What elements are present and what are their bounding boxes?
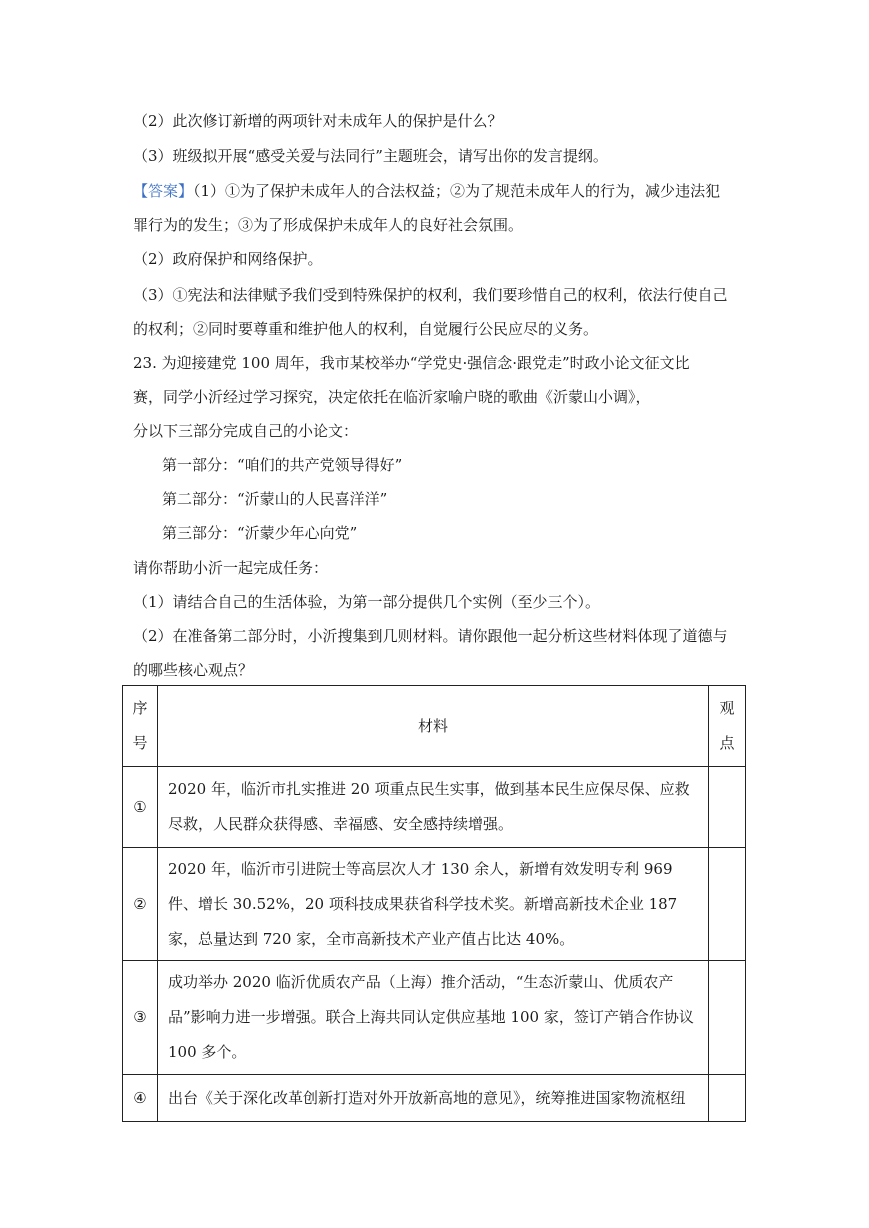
question-23-line-a: 23. 为迎接建党 100 周年，我市某校举办“学党史·强信念·跟党走”时政小论文征文比: [133, 354, 690, 372]
header-obs-char-2: 点: [719, 734, 735, 752]
part-three-line: 第三部分：“沂蒙少年心向党”: [162, 524, 358, 542]
question-23-line-c: 分以下三部分完成自己的小论文：: [133, 422, 359, 440]
answer-1-line-a: [133, 181, 720, 201]
row-material-cell: [158, 961, 709, 1075]
header-obs-cell: [709, 686, 746, 767]
row-seq-cell: ②: [123, 848, 158, 961]
row-material-text: 2020 年，临沂市扎实推进 20 项重点民生实事，做到基本民生应保尽保、应救尽救，人民群众获得感、幸福感、安全感持续增强。: [168, 780, 690, 833]
row-obs-cell: [709, 1075, 746, 1122]
answer-3-line-b: 的权利；②同时要尊重和维护他人的权利，自觉履行公民应尽的义务。: [133, 320, 599, 338]
answer-1-text: （1）①为了保护未成年人的合法权益；②为了规范未成年人的行为，减少违法犯: [193, 182, 721, 200]
table-header-row: [123, 686, 746, 767]
header-seq-char-2: 号: [132, 734, 148, 752]
task-2-line-b: 的哪些核心观点？: [133, 661, 254, 679]
task-intro-line: 请你帮助小沂一起完成任务：: [133, 559, 329, 577]
answer-1-line-b: 罪行为的发生；③为了形成保护未成年人的良好社会氛围。: [133, 216, 524, 234]
header-obs-char-1: 观: [719, 699, 735, 717]
answer-3-line-a: （3）①宪法和法律赋予我们受到特殊保护的权利，我们要珍惜自己的权利，依法行使自己: [133, 286, 728, 304]
row-material-text: 成功举办 2020 临沂优质农产品（上海）推介活动，“生态沂蒙山、优质农产品”影响力进一步增强。联合上海共同认定供应基地 100 家，签订产销合作协议 100 多个。: [168, 973, 694, 1061]
row-material-text: 出台《关于深化改革创新打造对外开放新高地的意见》，统筹推进国家物流枢纽: [168, 1088, 686, 1107]
table-row: [123, 848, 746, 961]
header-material-cell: 材料: [158, 686, 709, 767]
table-row: [123, 1075, 746, 1122]
part-two-line: 第二部分：“沂蒙山的人民喜洋洋”: [162, 490, 388, 508]
materials-table: [122, 685, 746, 1122]
table-row: [123, 767, 746, 848]
answer-label: 【答案】: [133, 182, 194, 200]
task-1-line: （1）请结合自己的生活体验，为第一部分提供几个实例（至少三个）。: [133, 593, 601, 611]
row-material-cell: [158, 1075, 709, 1122]
row-material-cell: [158, 767, 709, 848]
question-2-line: （2）此次修订新增的两项针对未成年人的保护是什么？: [133, 112, 503, 130]
row-material-text: 2020 年，临沂市引进院士等高层次人才 130 余人，新增有效发明专利 969 件、增长 30.52%，20 项科技成果获省科学技术奖。新增高新技术企业 187 家，总量达到 720 家，全市高新技术产业产值占比达 40%。: [168, 859, 678, 948]
row-material-cell: [158, 848, 709, 961]
question-3-line: （3）班级拟开展“感受关爱与法同行”主题班会，请写出你的发言提纲。: [133, 147, 608, 165]
header-seq-cell: [123, 686, 158, 767]
row-obs-cell: [709, 961, 746, 1075]
row-seq-cell: ①: [123, 767, 158, 848]
row-obs-cell: [709, 767, 746, 848]
row-obs-cell: [709, 848, 746, 961]
row-seq-cell: ④: [123, 1075, 158, 1122]
answer-2-line: （2）政府保护和网络保护。: [133, 250, 323, 268]
question-23-line-b: 赛，同学小沂经过学习探究，决定依托在临沂家喻户晓的歌曲《沂蒙山小调》，: [133, 388, 651, 406]
row-seq-cell: ③: [123, 961, 158, 1075]
header-seq-char-1: 序: [132, 699, 148, 717]
table-row: [123, 961, 746, 1075]
task-2-line-a: （2）在准备第二部分时，小沂搜集到几则材料。请你跟他一起分析这些材料体现了道德与: [133, 627, 728, 645]
part-one-line: 第一部分：“咱们的共产党领导得好”: [162, 456, 403, 474]
